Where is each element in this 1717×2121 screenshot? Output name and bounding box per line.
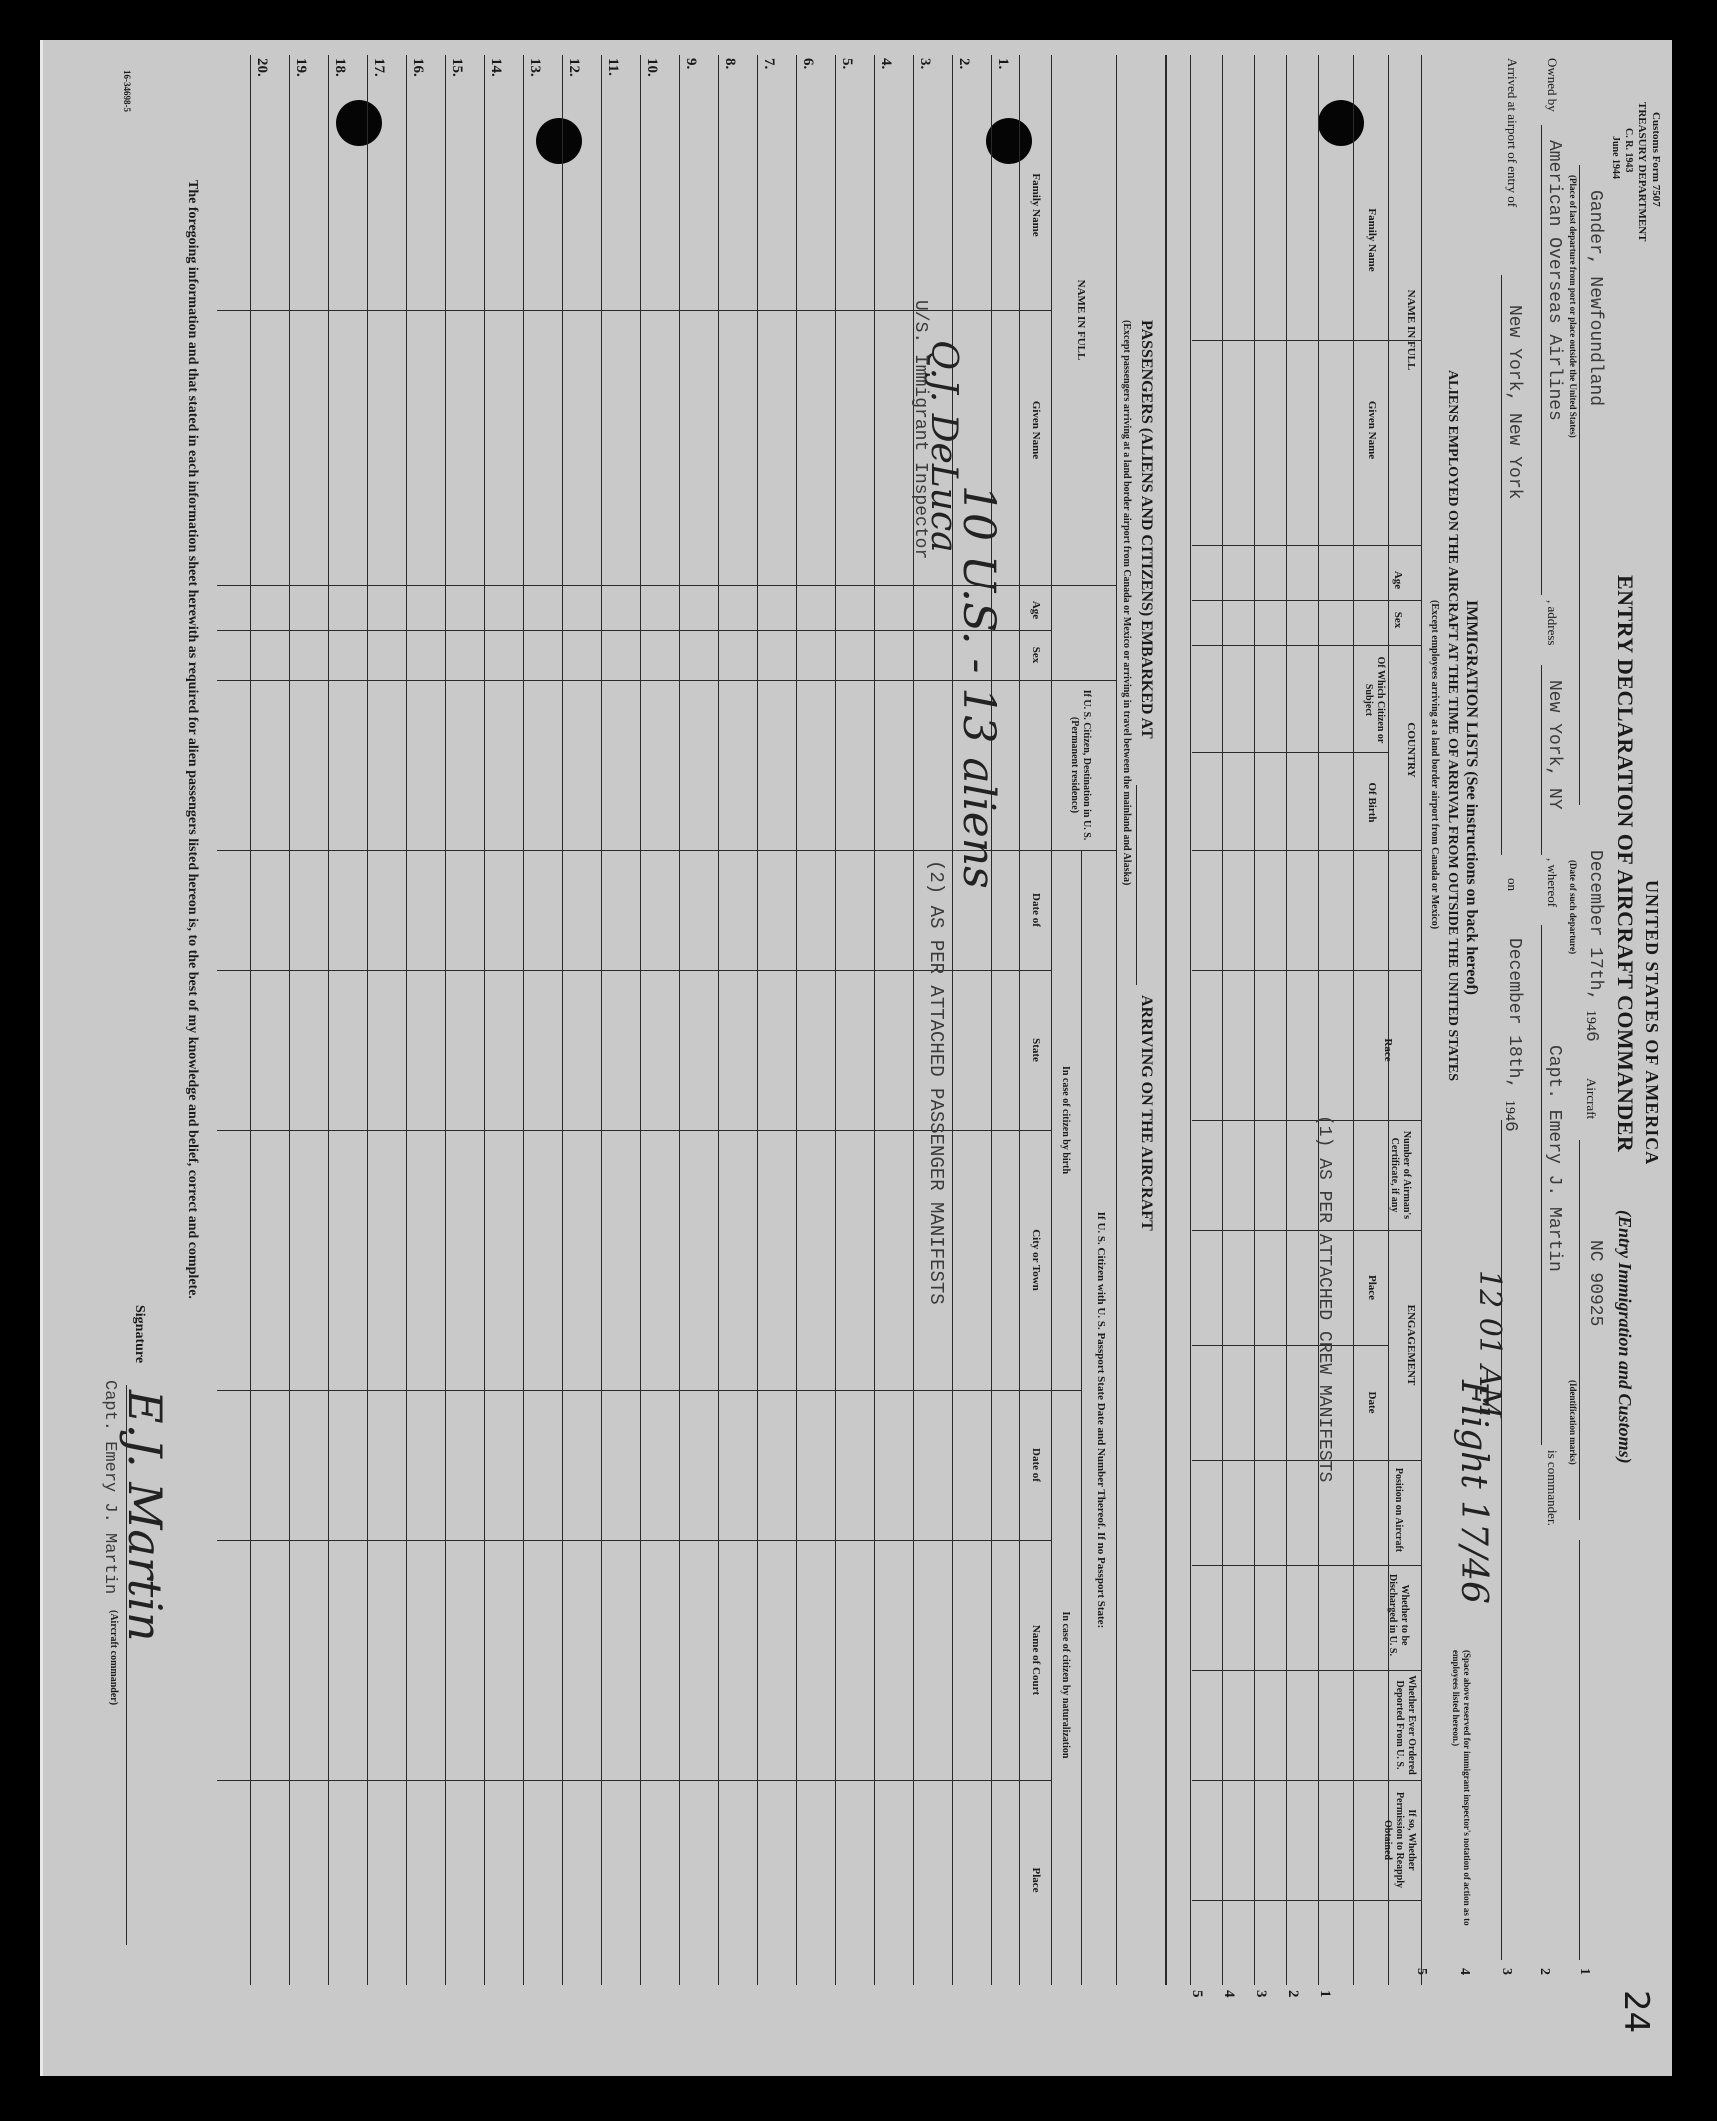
s1-col-name-in-full: NAME IN FULL: [1405, 289, 1417, 371]
section2-row-line: [562, 55, 563, 1985]
section1-row-number: 4: [1221, 1990, 1237, 1998]
arrival-date-value: December 18th,: [1504, 938, 1524, 1090]
s2-col-birth-case: In case of citizen by birth: [1060, 1065, 1071, 1175]
section1-column-line: [1192, 1120, 1422, 1121]
s1-col-sex: Sex: [1392, 611, 1404, 629]
inspector-reserved-note: (Space above reserved for immigrant inspector's notation of action as to employees listed hereon.): [1451, 1650, 1472, 1926]
commander-signature: E.J. Martin: [118, 1390, 172, 1642]
owner-line: [1541, 125, 1542, 595]
section2-row-line: [289, 55, 290, 1985]
country-heading: UNITED STATES OF AMERICA: [1642, 880, 1662, 1166]
rotated-form: [43, 40, 1672, 2076]
section1-subtitle: ALIENS EMPLOYED ON THE AIRCRAFT AT THE TIME OF ARRIVAL FROM OUTSIDE THE UNITED STATES: [1445, 370, 1460, 1082]
s2-col-family: Family Name: [1030, 173, 1042, 237]
arrived-label: Arrived at airport of entry of: [1505, 58, 1520, 208]
s2-col-destination: If U. S. Citizen, Destination in U. S. (Permanent residence): [1069, 689, 1092, 841]
section2-row-line: [250, 55, 251, 1985]
s2-col-court: Name of Court: [1030, 1624, 1042, 1696]
s1-col-citizen: Of Which Citizen or Subject: [1363, 656, 1386, 744]
section2-header-sub1: [1081, 850, 1082, 1985]
s1-col-position: Position on Aircraft: [1393, 1467, 1404, 1553]
aircraft-label: Aircraft: [1584, 1078, 1599, 1120]
section2-header-top: [1116, 55, 1117, 1985]
departure-line: [1579, 165, 1580, 805]
punch-hole: [1318, 100, 1364, 146]
address-value: New York, NY: [1544, 680, 1564, 810]
punch-hole: [986, 118, 1032, 164]
punch-hole: [336, 100, 382, 146]
section2-row-line: [874, 55, 875, 1985]
section2-row-line: [406, 55, 407, 1985]
s1-col-given: Given Name: [1366, 400, 1378, 460]
section2-column-line: [217, 1540, 1052, 1541]
section2-row-line: [328, 55, 329, 1985]
section1-row-number: 3: [1253, 1990, 1269, 1998]
section2-row-number: 7.: [761, 58, 777, 70]
customs-form-number: Customs Form 7507: [1650, 112, 1662, 207]
page-title: ENTRY DECLARATION OF AIRCRAFT COMMANDER: [1613, 575, 1638, 1153]
section2-row-line: [445, 55, 446, 1985]
section1-column-line: [1192, 1780, 1422, 1781]
place-of-departure-value: Gander, Newfoundland: [1585, 190, 1605, 407]
page-title-suffix: (Entry Immigration and Customs): [1615, 1210, 1635, 1464]
header-line-1-tail: [1579, 1540, 1580, 1960]
s2-col-name-in-full: NAME IN FULL: [1075, 279, 1087, 361]
section2-row-number: 10.: [644, 58, 660, 77]
section2-row-number: 8.: [722, 58, 738, 70]
id-caption: (Identification marks): [1568, 1380, 1578, 1465]
section2-row-number: 19.: [293, 58, 309, 77]
section2-header-bottom: [1019, 55, 1020, 1985]
section1-row-line: [1190, 55, 1191, 1985]
section1-row-line: [1222, 55, 1223, 1985]
aircraft-id-value: NC 90925: [1585, 1240, 1605, 1327]
regulation: C. R. 1943: [1623, 128, 1634, 173]
section1-row-number: 5: [1189, 1990, 1205, 1998]
s1-col-date: Date: [1366, 1391, 1378, 1414]
commander-value: Capt. Emery J. Martin: [1544, 1045, 1564, 1272]
handwritten-flight: Flight 17/46: [1453, 1380, 1494, 1604]
signature-caption: (Aircraft commander): [108, 1610, 119, 1706]
section2-title-a: PASSENGERS (ALIENS AND CITIZENS) EMBARKED AT: [1138, 320, 1155, 739]
address-label: , address: [1545, 600, 1560, 646]
section2-row-number: 17.: [371, 58, 387, 77]
s1-col-age: Age: [1392, 570, 1404, 590]
handwritten-initials: Q.J. DeLuca: [923, 340, 964, 553]
section1-column-line: [1192, 970, 1422, 971]
section2-row-line: [796, 55, 797, 1985]
certification-statement: The foregoing information and that stated in each information sheet herewith as required for alien passengers listed hereon is, to the best of my knowledge and belief, correct and complete.: [185, 180, 200, 1299]
section2-row-line: [484, 55, 485, 1985]
typed-commander-name: Capt. Emery J. Martin: [100, 1380, 119, 1595]
section-separator: [1165, 55, 1167, 1985]
aircraft-line: [1579, 1140, 1580, 1520]
department: TREASURY DEPARTMENT: [1636, 102, 1648, 242]
section2-row-number: 13.: [527, 58, 543, 77]
section2-row-number: 2.: [956, 58, 972, 70]
document-page: [40, 40, 1672, 2076]
page-number: 24: [1616, 1990, 1656, 2034]
section1-header-top: [1421, 55, 1422, 1985]
arrival-year: [1500, 1100, 1520, 1132]
section2-row-line: [679, 55, 680, 1985]
s2-col-date-of-2: Date of: [1030, 1448, 1042, 1482]
section1-column-line: [1192, 1900, 1422, 1901]
section1-column-line: [1192, 340, 1422, 341]
section2-row-number: 16.: [410, 58, 426, 77]
section1-row-line: [1318, 55, 1319, 1985]
section2-row-number: 9.: [683, 58, 699, 70]
year-prefix: [1581, 1010, 1601, 1042]
arrival-airport-value: New York, New York: [1504, 305, 1524, 500]
section2-row-line: [757, 55, 758, 1985]
section2-column-line: [217, 1780, 1052, 1781]
header-line-number: 2: [1537, 1968, 1552, 1975]
section1-row-line: [1286, 55, 1287, 1985]
s1-col-place: Place: [1366, 1274, 1378, 1301]
inspector-stamp: U/S. Immigrant Inspector: [910, 300, 930, 560]
section1-header-bottom: [1353, 55, 1354, 1985]
section2-row-line: [367, 55, 368, 1985]
s2-col-age: Age: [1030, 600, 1042, 620]
punch-hole: [536, 118, 582, 164]
s1-col-engagement: ENGAGEMENT: [1405, 1304, 1417, 1386]
section2-row-number: 14.: [488, 58, 504, 77]
year-prefix-text: 194: [1583, 1010, 1598, 1031]
owned-by-label: Owned by: [1545, 58, 1560, 112]
departure-date-value: December 17th,: [1585, 850, 1605, 1002]
owner-value: American Overseas Airlines: [1544, 140, 1564, 421]
section1-column-line: [1192, 1460, 1422, 1461]
s2-col-city: City or Town: [1030, 1229, 1042, 1291]
section2-note: (Except passengers arriving at a land border airport from Canada or Mexico or arriving in travel between the mainland and Alaska): [1121, 320, 1132, 886]
arrival-year-text: 194: [1502, 1100, 1517, 1121]
section1-note: (Except employees arriving at a land border airport from Canada or Mexico): [1429, 600, 1440, 930]
section2-header-sub2: [1051, 55, 1052, 1985]
s1-col-birth: Of Birth: [1366, 782, 1378, 823]
section2-row-line: [640, 55, 641, 1985]
section2-row-number: 12.: [566, 58, 582, 77]
section2-title-b: ARRIVING ON THE AIRCRAFT: [1138, 995, 1155, 1231]
section1-column-line: [1192, 545, 1422, 546]
arrival-airport-line: [1501, 275, 1502, 855]
address-line: [1541, 665, 1542, 855]
s2-col-given: Given Name: [1030, 400, 1042, 460]
section1-row-number: 2: [1285, 1990, 1301, 1998]
section2-row-line: [601, 55, 602, 1985]
arrival-year-digit: 6: [1500, 1121, 1520, 1132]
s2-col-passport: If U. S. Citizen with U. S. Passport State Date and Number Thereof. If no Passport State:: [1095, 1211, 1107, 1629]
header-line-number: 5: [1414, 1968, 1429, 1975]
section1-column-line: [1192, 850, 1422, 851]
section2-row-line: [523, 55, 524, 1985]
s1-col-family: Family Name: [1366, 208, 1378, 272]
section1-typed-note: (1) AS PER ATTACHED CREW MANIFESTS: [1314, 1115, 1334, 1483]
is-commander-label: is commander.: [1545, 1450, 1560, 1526]
section2-row-line: [718, 55, 719, 1985]
section2-row-number: 5.: [839, 58, 855, 70]
s1-col-race: Race: [1382, 1038, 1394, 1062]
place-caption: (Place of last departure from port or place outside the United States): [1568, 175, 1578, 438]
section2-row-number: 6.: [800, 58, 816, 70]
section2-row-number: 18.: [332, 58, 348, 77]
s2-col-state: State: [1030, 1038, 1042, 1062]
header-line-number: 3: [1499, 1968, 1514, 1975]
handwritten-passenger-count: 10 U.S. - 13 aliens: [953, 485, 1004, 889]
section2-row-line: [835, 55, 836, 1985]
signature-line: [126, 1385, 127, 1945]
section2-typed-note: (2) AS PER ATTACHED PASSENGER MANIFESTS: [925, 860, 947, 1305]
s1-col-deported: Whether Ever Ordered Deported From U. S.: [1394, 1675, 1417, 1775]
print-code: 16-34698-5: [122, 70, 132, 112]
s1-col-permission: If so, Whether Permission to Reapply Obtained: [1382, 1791, 1417, 1889]
section2-row-number: 4.: [878, 58, 894, 70]
header-line-number: 4: [1457, 1968, 1472, 1975]
section1-column-line: [1192, 645, 1422, 646]
section2-row-number: 3.: [917, 58, 933, 70]
date-caption: (Date of such departure): [1568, 860, 1578, 955]
section1-column-line: [1192, 600, 1422, 601]
section1-row-number: 1: [1317, 1990, 1333, 1998]
s1-col-country: COUNTRY: [1405, 722, 1417, 778]
section2-row-number: 15.: [449, 58, 465, 77]
s1-col-cert: Number of Airman's Certificate, if any: [1389, 1130, 1412, 1220]
whereof-label: , whereof: [1545, 858, 1560, 908]
section2-row-line: [991, 55, 992, 1985]
section1-title: IMMIGRATION LISTS (See instructions on back hereof): [1463, 600, 1480, 995]
section2-column-line: [217, 630, 1052, 631]
on-label: on: [1505, 878, 1520, 891]
form-date: June 1944: [1610, 136, 1621, 180]
embarked-at-line: [1136, 785, 1137, 985]
header-line-3-tail: [1501, 1120, 1502, 1960]
s2-col-place: Place: [1030, 1867, 1042, 1893]
commander-line: [1541, 925, 1542, 1445]
section2-row-number: 20.: [254, 58, 270, 77]
header-line-number: 1: [1577, 1968, 1592, 1975]
year-digit: 6: [1581, 1031, 1601, 1042]
s2-col-sex: Sex: [1030, 646, 1042, 664]
signature-label: Signature: [132, 1305, 147, 1364]
section1-column-line: [1192, 1230, 1422, 1231]
s2-col-nat-case: In case of citizen by naturalization: [1060, 1611, 1071, 1759]
section1-column-line: [1192, 1670, 1422, 1671]
section2-row-number: 11.: [605, 58, 621, 76]
section2-row-number: 1.: [995, 58, 1011, 70]
handwritten-time: 12 01 AM: [1472, 1270, 1507, 1418]
section1-row-line: [1254, 55, 1255, 1985]
s1-col-discharged: Whether to be Discharged in U. S.: [1387, 1574, 1410, 1656]
s2-col-date-of: Date of: [1030, 893, 1042, 927]
